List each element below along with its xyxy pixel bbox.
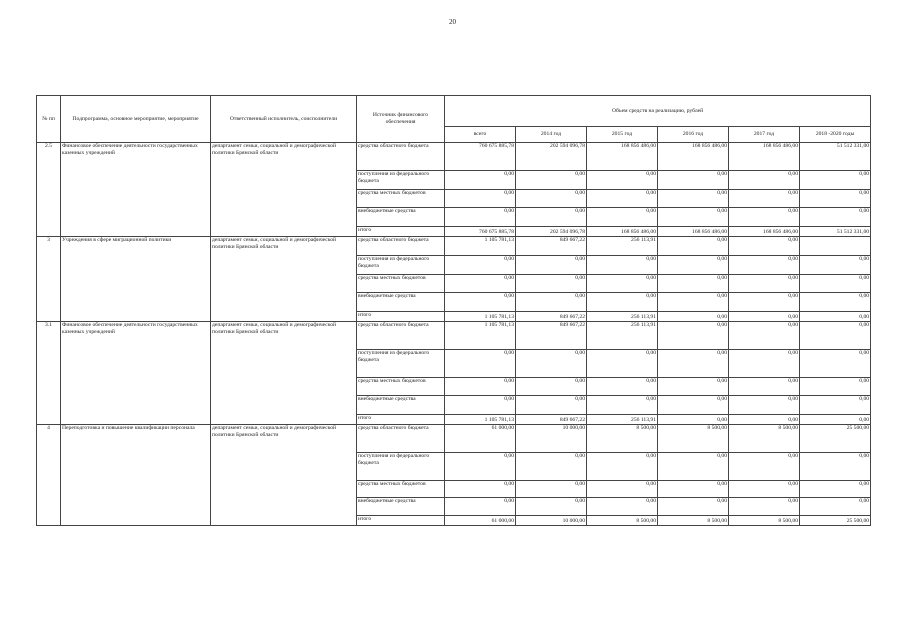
amount-cell: 0,00: [445, 481, 516, 498]
amount-cell: 168 856 486,00: [658, 143, 729, 171]
budget-table: [36, 95, 871, 526]
amount-cell: 0,00: [587, 190, 658, 208]
amount-cell: 0,00: [587, 208, 658, 227]
funding-source: итого: [357, 516, 445, 526]
funding-source: итого: [357, 415, 445, 425]
amount-cell: 0,00: [516, 453, 587, 481]
funding-source: средства местных бюджетов: [357, 378, 445, 396]
amount-cell: 0,00: [729, 208, 800, 227]
amount-cell: 8 500,00: [729, 425, 800, 453]
amount-cell: 0,00: [445, 208, 516, 227]
funding-source: внебюджетные средства: [357, 396, 445, 415]
amount-cell: 0,00: [658, 293, 729, 312]
table-row: [37, 143, 871, 171]
program-name: Финансовое обеспечение деятельности государственных казенных учреждений: [61, 143, 211, 237]
funding-source: средства областного бюджета: [357, 143, 445, 171]
amount-cell: 0,00: [800, 378, 871, 396]
header-year-2016: 2016 год: [658, 127, 729, 143]
amount-cell: 0,00: [587, 498, 658, 516]
header-year-2014: 2014 год: [516, 127, 587, 143]
funding-source: средства местных бюджетов: [357, 481, 445, 498]
amount-cell: 0,00: [800, 190, 871, 208]
amount-cell: 202 594 096,78: [516, 227, 587, 237]
funding-source: поступления из федерального бюджета: [357, 453, 445, 481]
amount-cell: 760 675 885,78: [445, 143, 516, 171]
amount-cell: 0,00: [587, 275, 658, 293]
amount-cell: 8 500,00: [658, 516, 729, 526]
amount-cell: 0,00: [658, 237, 729, 256]
row-number: 3.1: [37, 322, 61, 425]
amount-cell: 0,00: [729, 350, 800, 378]
header-executor: Ответственный исполнитель, соисполнители: [211, 96, 357, 143]
amount-cell: 168 856 486,00: [729, 143, 800, 171]
page-number: 20: [449, 18, 456, 26]
amount-cell: 849 667,22: [516, 237, 587, 256]
amount-cell: 0,00: [587, 396, 658, 415]
table-row: [37, 237, 871, 256]
funding-source: итого: [357, 227, 445, 237]
amount-cell: 0,00: [658, 171, 729, 190]
amount-cell: 0,00: [587, 171, 658, 190]
header-year-2015: 2015 год: [587, 127, 658, 143]
header-source: Источник финансового обеспечения: [357, 96, 445, 143]
executor-name: департамент семьи, социальной и демографической политики Брянской области: [211, 425, 357, 526]
amount-cell: 0,00: [729, 190, 800, 208]
executor-name: департамент семьи, социальной и демографической политики Брянской области: [211, 237, 357, 322]
header-num: № пп: [37, 96, 61, 143]
table-body: [37, 143, 871, 526]
amount-cell: 168 856 486,00: [587, 227, 658, 237]
row-number: 3: [37, 237, 61, 322]
header-year-2017: 2017 год: [729, 127, 800, 143]
amount-cell: 0,00: [516, 275, 587, 293]
funding-source: итого: [357, 312, 445, 322]
amount-cell: 0,00: [800, 415, 871, 425]
amount-cell: 51 512 331,00: [800, 227, 871, 237]
amount-cell: 0,00: [516, 396, 587, 415]
program-name: Финансовое обеспечение деятельности государственных казенных учреждений: [61, 322, 211, 425]
amount-cell: 8 500,00: [587, 425, 658, 453]
amount-cell: 849 667,22: [516, 415, 587, 425]
amount-cell: 0,00: [729, 171, 800, 190]
funding-source: поступления из федерального бюджета: [357, 256, 445, 275]
amount-cell: 0,00: [658, 498, 729, 516]
amount-cell: 8 500,00: [658, 425, 729, 453]
program-name: Учреждения в сфере миграционной политики: [61, 237, 211, 322]
funding-source: внебюджетные средства: [357, 293, 445, 312]
amount-cell: 0,00: [516, 190, 587, 208]
amount-cell: 0,00: [800, 481, 871, 498]
amount-cell: 0,00: [800, 396, 871, 415]
amount-cell: 25 500,00: [800, 516, 871, 526]
executor-name: департамент семьи, социальной и демографической политики Брянской области: [211, 322, 357, 425]
amount-cell: 0,00: [516, 171, 587, 190]
amount-cell: 0,00: [800, 208, 871, 227]
amount-cell: 760 675 885,78: [445, 227, 516, 237]
amount-cell: 0,00: [445, 293, 516, 312]
amount-cell: 0,00: [729, 396, 800, 415]
amount-cell: [800, 237, 871, 256]
amount-cell: 0,00: [658, 415, 729, 425]
amount-cell: 0,00: [729, 275, 800, 293]
amount-cell: 0,00: [445, 256, 516, 275]
amount-cell: 0,00: [445, 171, 516, 190]
amount-cell: 0,00: [658, 481, 729, 498]
amount-cell: 0,00: [800, 498, 871, 516]
amount-cell: 0,00: [445, 396, 516, 415]
amount-cell: 1 105 781,13: [445, 312, 516, 322]
amount-cell: 1 105 781,13: [445, 415, 516, 425]
amount-cell: 849 667,22: [516, 312, 587, 322]
funding-source: средства областного бюджета: [357, 237, 445, 256]
amount-cell: 849 667,22: [516, 322, 587, 350]
amount-cell: 202 594 096,78: [516, 143, 587, 171]
table-header: [37, 96, 871, 143]
amount-cell: 0,00: [800, 275, 871, 293]
funding-source: средства местных бюджетов: [357, 275, 445, 293]
amount-cell: 0,00: [445, 378, 516, 396]
amount-cell: 0,00: [587, 378, 658, 396]
amount-cell: 0,00: [445, 190, 516, 208]
amount-cell: 0,00: [658, 275, 729, 293]
row-number: 4: [37, 425, 61, 526]
amount-cell: 256 113,91: [587, 312, 658, 322]
amount-cell: 1 105 781,13: [445, 237, 516, 256]
amount-cell: 168 856 486,00: [729, 227, 800, 237]
amount-cell: 0,00: [587, 256, 658, 275]
amount-cell: 0,00: [445, 275, 516, 293]
amount-cell: 0,00: [587, 453, 658, 481]
amount-cell: 0,00: [658, 190, 729, 208]
amount-cell: 0,00: [729, 312, 800, 322]
amount-cell: 1 105 781,13: [445, 322, 516, 350]
amount-cell: 0,00: [729, 453, 800, 481]
amount-cell: 0,00: [658, 256, 729, 275]
amount-cell: 0,00: [800, 256, 871, 275]
amount-cell: 0,00: [516, 481, 587, 498]
amount-cell: 0,00: [587, 350, 658, 378]
amount-cell: 168 856 486,00: [658, 227, 729, 237]
funding-source: средства областного бюджета: [357, 425, 445, 453]
amount-cell: 0,00: [587, 481, 658, 498]
amount-cell: 0,00: [445, 350, 516, 378]
amount-cell: 0,00: [658, 350, 729, 378]
amount-cell: 0,00: [729, 256, 800, 275]
amount-cell: 0,00: [658, 322, 729, 350]
row-number: 2.5: [37, 143, 61, 237]
amount-cell: 0,00: [658, 208, 729, 227]
amount-cell: 0,00: [729, 378, 800, 396]
amount-cell: 256 113,91: [587, 322, 658, 350]
funding-source: поступления из федерального бюджета: [357, 350, 445, 378]
amount-cell: 61 000,00: [445, 516, 516, 526]
amount-cell: 0,00: [658, 453, 729, 481]
amount-cell: 0,00: [516, 293, 587, 312]
amount-cell: 0,00: [800, 322, 871, 350]
amount-cell: 8 500,00: [587, 516, 658, 526]
amount-cell: 0,00: [516, 350, 587, 378]
amount-cell: 0,00: [445, 498, 516, 516]
amount-cell: 168 856 486,00: [587, 143, 658, 171]
funding-source: внебюджетные средства: [357, 208, 445, 227]
amount-cell: 0,00: [729, 415, 800, 425]
amount-cell: 0,00: [658, 378, 729, 396]
amount-cell: 0,00: [800, 312, 871, 322]
funding-source: средства местных бюджетов: [357, 190, 445, 208]
amount-cell: 10 000,00: [516, 425, 587, 453]
amount-cell: 256 113,91: [587, 415, 658, 425]
amount-cell: 8 500,00: [729, 516, 800, 526]
amount-cell: 61 000,00: [445, 425, 516, 453]
amount-cell: 0,00: [729, 237, 800, 256]
amount-cell: 0,00: [729, 293, 800, 312]
funding-source: внебюджетные средства: [357, 498, 445, 516]
amount-cell: 51 512 331,00: [800, 143, 871, 171]
executor-name: департамент семьи, социальной и демографической политики Брянской области: [211, 143, 357, 237]
program-name: Переподготовка и повышение квалификации персонала: [61, 425, 211, 526]
amount-cell: 0,00: [800, 171, 871, 190]
funding-source: средства областного бюджета: [357, 322, 445, 350]
amount-cell: 0,00: [516, 208, 587, 227]
header-volume: Объем средств на реализацию, рублей: [445, 96, 871, 127]
amount-cell: 0,00: [729, 322, 800, 350]
amount-cell: 0,00: [516, 378, 587, 396]
amount-cell: 0,00: [445, 453, 516, 481]
amount-cell: 0,00: [658, 312, 729, 322]
amount-cell: 0,00: [658, 396, 729, 415]
amount-cell: 256 113,91: [587, 237, 658, 256]
header-year-total: всего: [445, 127, 516, 143]
amount-cell: 0,00: [800, 453, 871, 481]
amount-cell: 0,00: [729, 481, 800, 498]
amount-cell: 0,00: [516, 256, 587, 275]
header-year-2018-2020: 2018 -2020 годы: [800, 127, 871, 143]
funding-source: поступления из федерального бюджета: [357, 171, 445, 190]
table-row: [37, 425, 871, 453]
header-program: Подпрограмма, основное мероприятие, мероприятие: [61, 96, 211, 143]
table-row: [37, 322, 871, 350]
amount-cell: 10 000,00: [516, 516, 587, 526]
amount-cell: 0,00: [729, 498, 800, 516]
amount-cell: 0,00: [800, 350, 871, 378]
amount-cell: 0,00: [587, 293, 658, 312]
amount-cell: 0,00: [516, 498, 587, 516]
amount-cell: 25 500,00: [800, 425, 871, 453]
amount-cell: 0,00: [800, 293, 871, 312]
